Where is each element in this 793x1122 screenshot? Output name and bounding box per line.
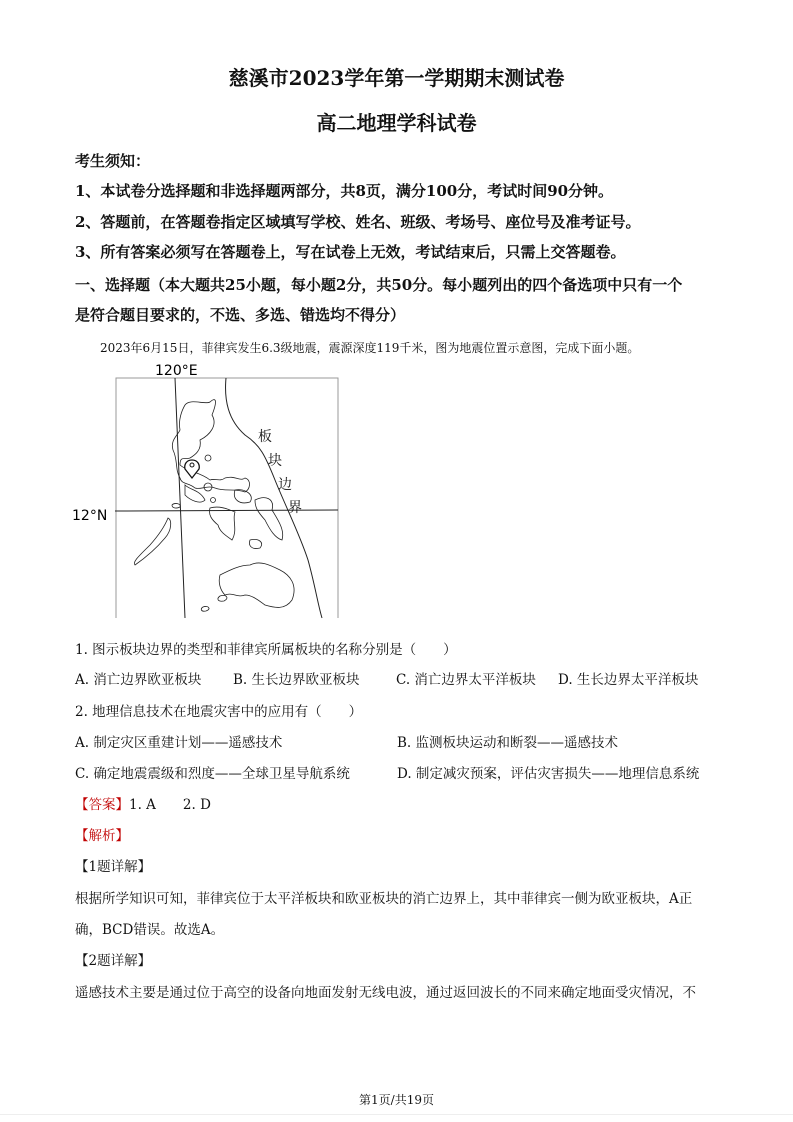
q1-option-c: C. 消亡边界太平洋板块	[396, 672, 536, 688]
exam-title: 慈溪市2023学年第一学期期末测试卷	[228, 66, 565, 90]
longitude-label: 120°E	[155, 363, 198, 379]
svg-text:板: 板	[258, 429, 272, 445]
answer-line	[75, 793, 211, 813]
earthquake-location-map	[60, 360, 360, 630]
section-heading-cont: 是符合题目要求的，不选、多选、错选均不得分）	[75, 306, 406, 324]
q2-option-c: C. 确定地震震级和烈度——全球卫星导航系统	[75, 766, 350, 782]
page-footer: 第1页/共19页	[359, 1093, 434, 1107]
question-stem: 2023年6月15日，菲律宾发生6.3级地震，震源深度119千米，图为地震位置示意图，完成下面小题。	[100, 341, 640, 355]
plate-boundary-line	[226, 378, 322, 618]
detail-2-heading: 【2题详解】	[75, 953, 152, 969]
svg-text:边: 边	[278, 477, 292, 493]
notice-item: 1、本试卷分选择题和非选择题两部分，共8页，满分100分，考试时间90分钟。	[75, 182, 614, 200]
analysis-label: 【解析】	[75, 828, 129, 844]
q1-option-d: D. 生长边界太平洋板块	[558, 672, 699, 688]
detail-1-text-cont: 确，BCD错误。故选A。	[75, 922, 225, 938]
notice-item: 2、答题前，在答题卷指定区域填写学校、姓名、班级、考场号、座位号及准考证号。	[75, 213, 641, 231]
q1-option-a: A. 消亡边界欧亚板块	[75, 672, 202, 688]
map-frame	[116, 378, 338, 618]
svg-text:块: 块	[268, 453, 282, 469]
parallel-12n	[115, 510, 338, 511]
q2-option-b: B. 监测板块运动和断裂——遥感技术	[397, 735, 619, 751]
exam-subtitle: 高二地理学科试卷	[316, 111, 477, 135]
question-2: 2. 地理信息技术在地震灾害中的应用有（ ）	[75, 704, 363, 720]
answer-label: 【答案】	[75, 797, 129, 813]
plate-boundary-label	[258, 428, 302, 516]
section-heading: 一、选择题（本大题共25小题，每小题2分，共50分。每小题列出的四个备选项中只有一个	[75, 276, 683, 294]
q2-option-a: A. 制定灾区重建计划——遥感技术	[75, 735, 283, 751]
earthquake-location-pin-icon	[185, 460, 199, 478]
q1-option-b: B. 生长边界欧亚板块	[233, 672, 360, 688]
detail-1-text: 根据所学知识可知，菲律宾位于太平洋板块和欧亚板块的消亡边界上，其中菲律宾一侧为欧亚板块，A正	[75, 891, 693, 907]
question-1: 1. 图示板块边界的类型和菲律宾所属板块的名称分别是（ ）	[75, 642, 457, 658]
detail-2-text: 遥感技术主要是通过位于高空的设备向地面发射无线电波，通过返回波长的不同来确定地面受灾情况，不	[75, 985, 696, 1001]
notice-heading: 考生须知：	[75, 152, 151, 170]
detail-1-heading: 【1题详解】	[75, 859, 152, 875]
notice-item: 3、所有答案必须写在答题卷上，写在试卷上无效，考试结束后，只需上交答题卷。	[75, 243, 626, 261]
latitude-label: 12°N	[72, 508, 108, 524]
answer-value: 1. A 2. D	[129, 797, 211, 813]
meridian-120e	[175, 378, 185, 618]
svg-text:界: 界	[288, 500, 302, 516]
q2-option-d: D. 制定减灾预案，评估灾害损失——地理信息系统	[397, 766, 700, 782]
page-bottom-divider	[0, 1114, 793, 1115]
